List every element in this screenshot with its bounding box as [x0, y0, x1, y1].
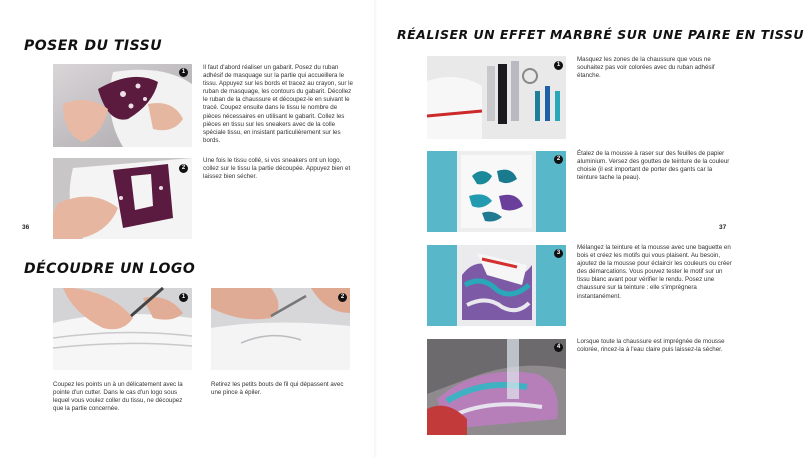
step-badge-4: 4 [554, 343, 563, 352]
paragraph-template: Il faut d'abord réaliser un gabarit. Posez du ruban adhésif de masquage sur la partie qui accueillera le tissu. Appuyez sur les bords et tracez au crayon, sur le ruban de masquage, les contours du gabarit. Décollez le ruban de la chaussure et découpez-le en suivant le tracé. Coupez ensuite dans le tissu le nombre de pièces nécessaires en utilisant le gabarit. Collez les pièces en tissu sur les sneakers avec de la colle spéciale tissu, en insistant particulièrement sur les bords. [203, 64, 353, 144]
page-number-right: 37 [719, 224, 727, 231]
caption-tweezers: Retirez les petits bouts de fil qui dépassent avec une pince à épiler. [211, 381, 344, 397]
section-title-effet-marbre: RÉALISER UN EFFET MARBRÉ SUR UNE PAIRE EN TISSU [397, 27, 804, 42]
photo-tweezers [211, 288, 350, 370]
step-badge-2: 2 [179, 164, 188, 173]
photo-glue-fabric [53, 158, 192, 239]
photo-cut-stitches [53, 288, 192, 370]
caption-cut-stitches: Coupez les points un à un délicatement avec la pointe d'un cutter. Dans le cas d'un logo sous lequel vous voulez coller du tissu, ne découpez que la partie concernée. [53, 381, 183, 413]
step-badge-2: 2 [338, 293, 347, 302]
photo-template-tape [53, 64, 192, 147]
photo-rinse-shoe [427, 339, 566, 435]
page-number-left: 36 [22, 224, 30, 231]
step-badge-1: 1 [179, 293, 188, 302]
section-title-decoudre-un-logo: DÉCOUDRE UN LOGO [24, 261, 196, 277]
book-spine [374, 0, 378, 457]
photo-foam-dye [457, 151, 536, 232]
paragraph-glue-logo: Une fois le tissu collé, si vos sneakers ont un logo, collez sur le tissu la partie découpée. Appuyez bien et laissez bien sécher. [203, 157, 351, 181]
photo-mask-shoe [427, 56, 566, 139]
step-badge-2: 2 [554, 155, 563, 164]
step-badge-3: 3 [554, 249, 563, 258]
photo-marble-mix [457, 245, 536, 326]
step-4-text: Lorsque toute la chaussure est imprégnée de mousse colorée, rincez-la à l'eau claire puis laissez-la sécher. [577, 338, 725, 354]
step-badge-1: 1 [179, 68, 188, 77]
section-title-poser-du-tissu: POSER DU TISSU [24, 38, 163, 54]
step-2-text: Étalez de la mousse à raser sur des feuilles de papier aluminium. Versez des gouttes de teinture de la couleur choisie (il est important de porter des gants car la teinture tache la peau). [577, 150, 730, 182]
step-1-text: Masquez les zones de la chaussure que vous ne souhaitez pas voir colorées avec du ruban adhésif étanche. [577, 56, 715, 80]
step-badge-1: 1 [554, 61, 563, 70]
step-3-text: Mélangez la teinture et la mousse avec une baguette en bois et créez les motifs qui vous plaisent. Au besoin, ajoutez de la mousse pour éclaircir les couleurs ou créer des démarcations. Vous pouvez tester le motif sur un tissu blanc avant pour vérifier le rendu. Posez une chaussure sur la teinture : elle s'imprégnera instantanément. [577, 244, 732, 300]
